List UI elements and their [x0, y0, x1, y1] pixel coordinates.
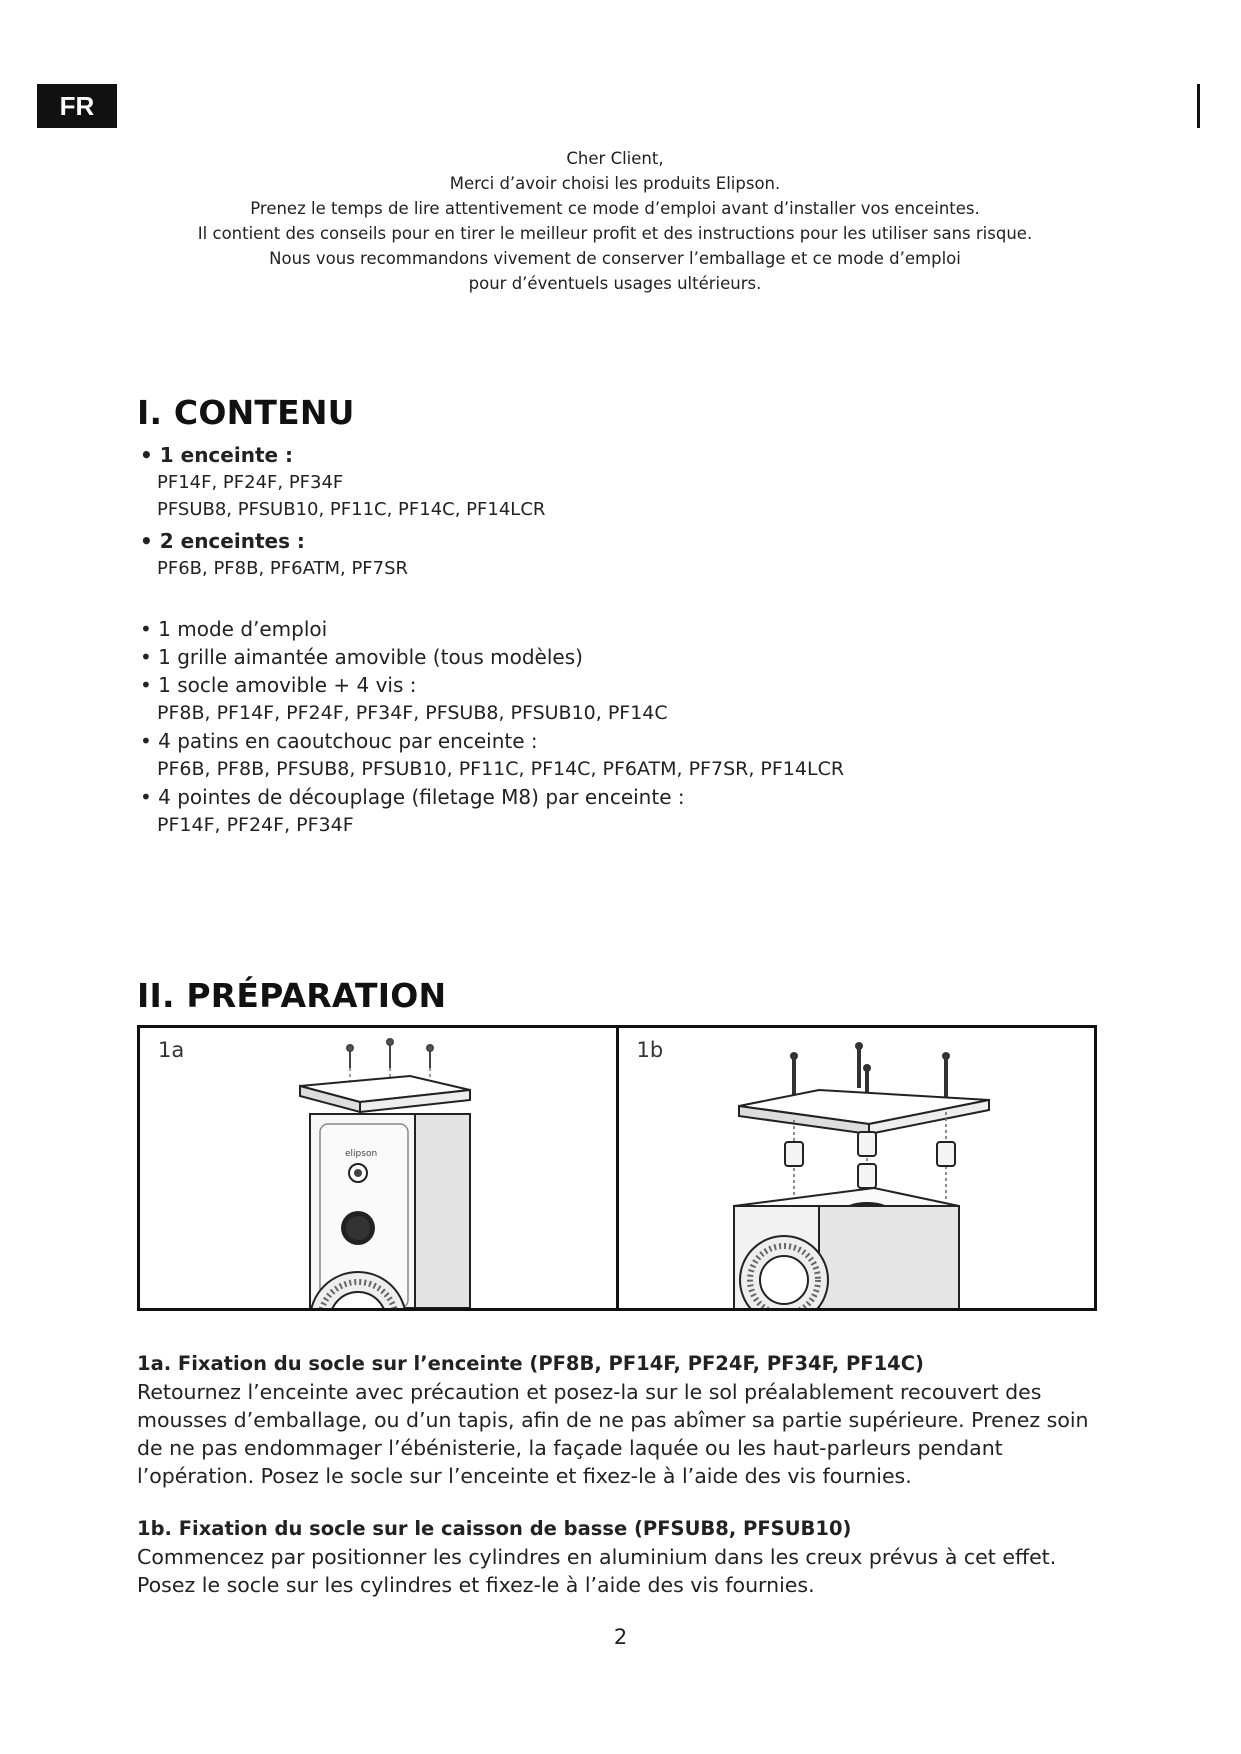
intro-line: Nous vous recommandons vivement de conserver l’emballage et ce mode d’emploi: [269, 249, 961, 268]
accessory-item: • 1 grille aimantée amovible (tous modèles): [140, 645, 583, 669]
intro-letter: [140, 146, 1090, 296]
accessory-models: PF6B, PF8B, PFSUB8, PFSUB10, PF11C, PF14C, PF6ATM, PF7SR, PF14LCR: [157, 758, 845, 780]
figure-label-1b: 1b: [636, 1038, 664, 1062]
assembly-figure: [137, 1025, 1097, 1311]
page-edge-mark: [1197, 84, 1200, 128]
group-title: • 1 enceinte :: [140, 443, 294, 467]
accessory-item: • 1 mode d’emploi: [140, 617, 328, 641]
accessory-item: • 4 pointes de découplage (filetage M8) par enceinte :: [140, 785, 685, 809]
intro-line: Prenez le temps de lire attentivement ce mode d’emploi avant d’installer vos enceintes.: [250, 199, 980, 218]
figure-panel-1a: [140, 1028, 616, 1308]
package-group: [140, 441, 1140, 523]
instruction-1b-title: 1b. Fixation du socle sur le caisson de basse (PFSUB8, PFSUB10): [137, 1517, 852, 1540]
group-title: • 2 enceintes :: [140, 529, 305, 553]
accessory-item: • 1 socle amovible + 4 vis :: [140, 673, 417, 697]
model-line: PF6B, PF8B, PF6ATM, PF7SR: [157, 558, 409, 579]
accessory-models: PF8B, PF14F, PF24F, PF34F, PFSUB8, PFSUB10, PF14C: [157, 702, 668, 724]
instruction-1a-title: 1a. Fixation du socle sur l’enceinte (PF8B, PF14F, PF24F, PF34F, PF14C): [137, 1352, 924, 1375]
subwoofer-base-illustration: [619, 1028, 1095, 1308]
language-tab: FR: [37, 84, 117, 128]
model-line: PF14F, PF24F, PF34F: [157, 472, 344, 493]
intro-line: Il contient des conseils pour en tirer le meilleur profit et des instructions pour les utiliser sans risque.: [197, 224, 1033, 243]
contents-list: [140, 441, 1140, 839]
figure-label-1a: 1a: [158, 1038, 185, 1062]
intro-line: Cher Client,: [566, 149, 664, 168]
model-line: PFSUB8, PFSUB10, PF11C, PF14C, PF14LCR: [157, 499, 546, 520]
package-group: [140, 527, 1140, 582]
instruction-1b-text: Commencez par positionner les cylindres en aluminium dans les creux prévus à cet effet. Posez le socle sur les cylindres et fixez-le à l’aide des vis fournies.: [137, 1545, 1057, 1597]
intro-line: pour d’éventuels usages ultérieurs.: [468, 274, 762, 293]
intro-line: Merci d’avoir choisi les produits Elipson.: [449, 174, 781, 193]
figure-panel-1b: [616, 1028, 1095, 1308]
accessory-models: PF14F, PF24F, PF34F: [157, 814, 354, 836]
accessory-item: • 4 patins en caoutchouc par enceinte :: [140, 729, 538, 753]
instruction-1a-text: Retournez l’enceinte avec précaution et posez-la sur le sol préalablement recouvert des mousses d’emballage, ou d’un tapis, afin de ne pas abîmer sa partie supérieure. Prenez soin de ne pas endommager l’ébénisterie, la façade laquée ou les haut-parleurs pendant l’opération. Posez le socle sur l’enceinte et fixez-le à l’aide des vis fournies.: [137, 1380, 1089, 1488]
speaker-base-illustration: [140, 1028, 616, 1308]
brand-logo-text: elipson: [345, 1149, 378, 1159]
instruction-1a: [137, 1350, 1112, 1490]
instruction-1b: [137, 1515, 1112, 1599]
accessory-list: [140, 615, 1140, 839]
section-title-preparation: II. PRÉPARATION: [137, 976, 447, 1015]
section-title-contenu: I. CONTENU: [137, 393, 355, 432]
page-number: 2: [613, 1625, 628, 1649]
